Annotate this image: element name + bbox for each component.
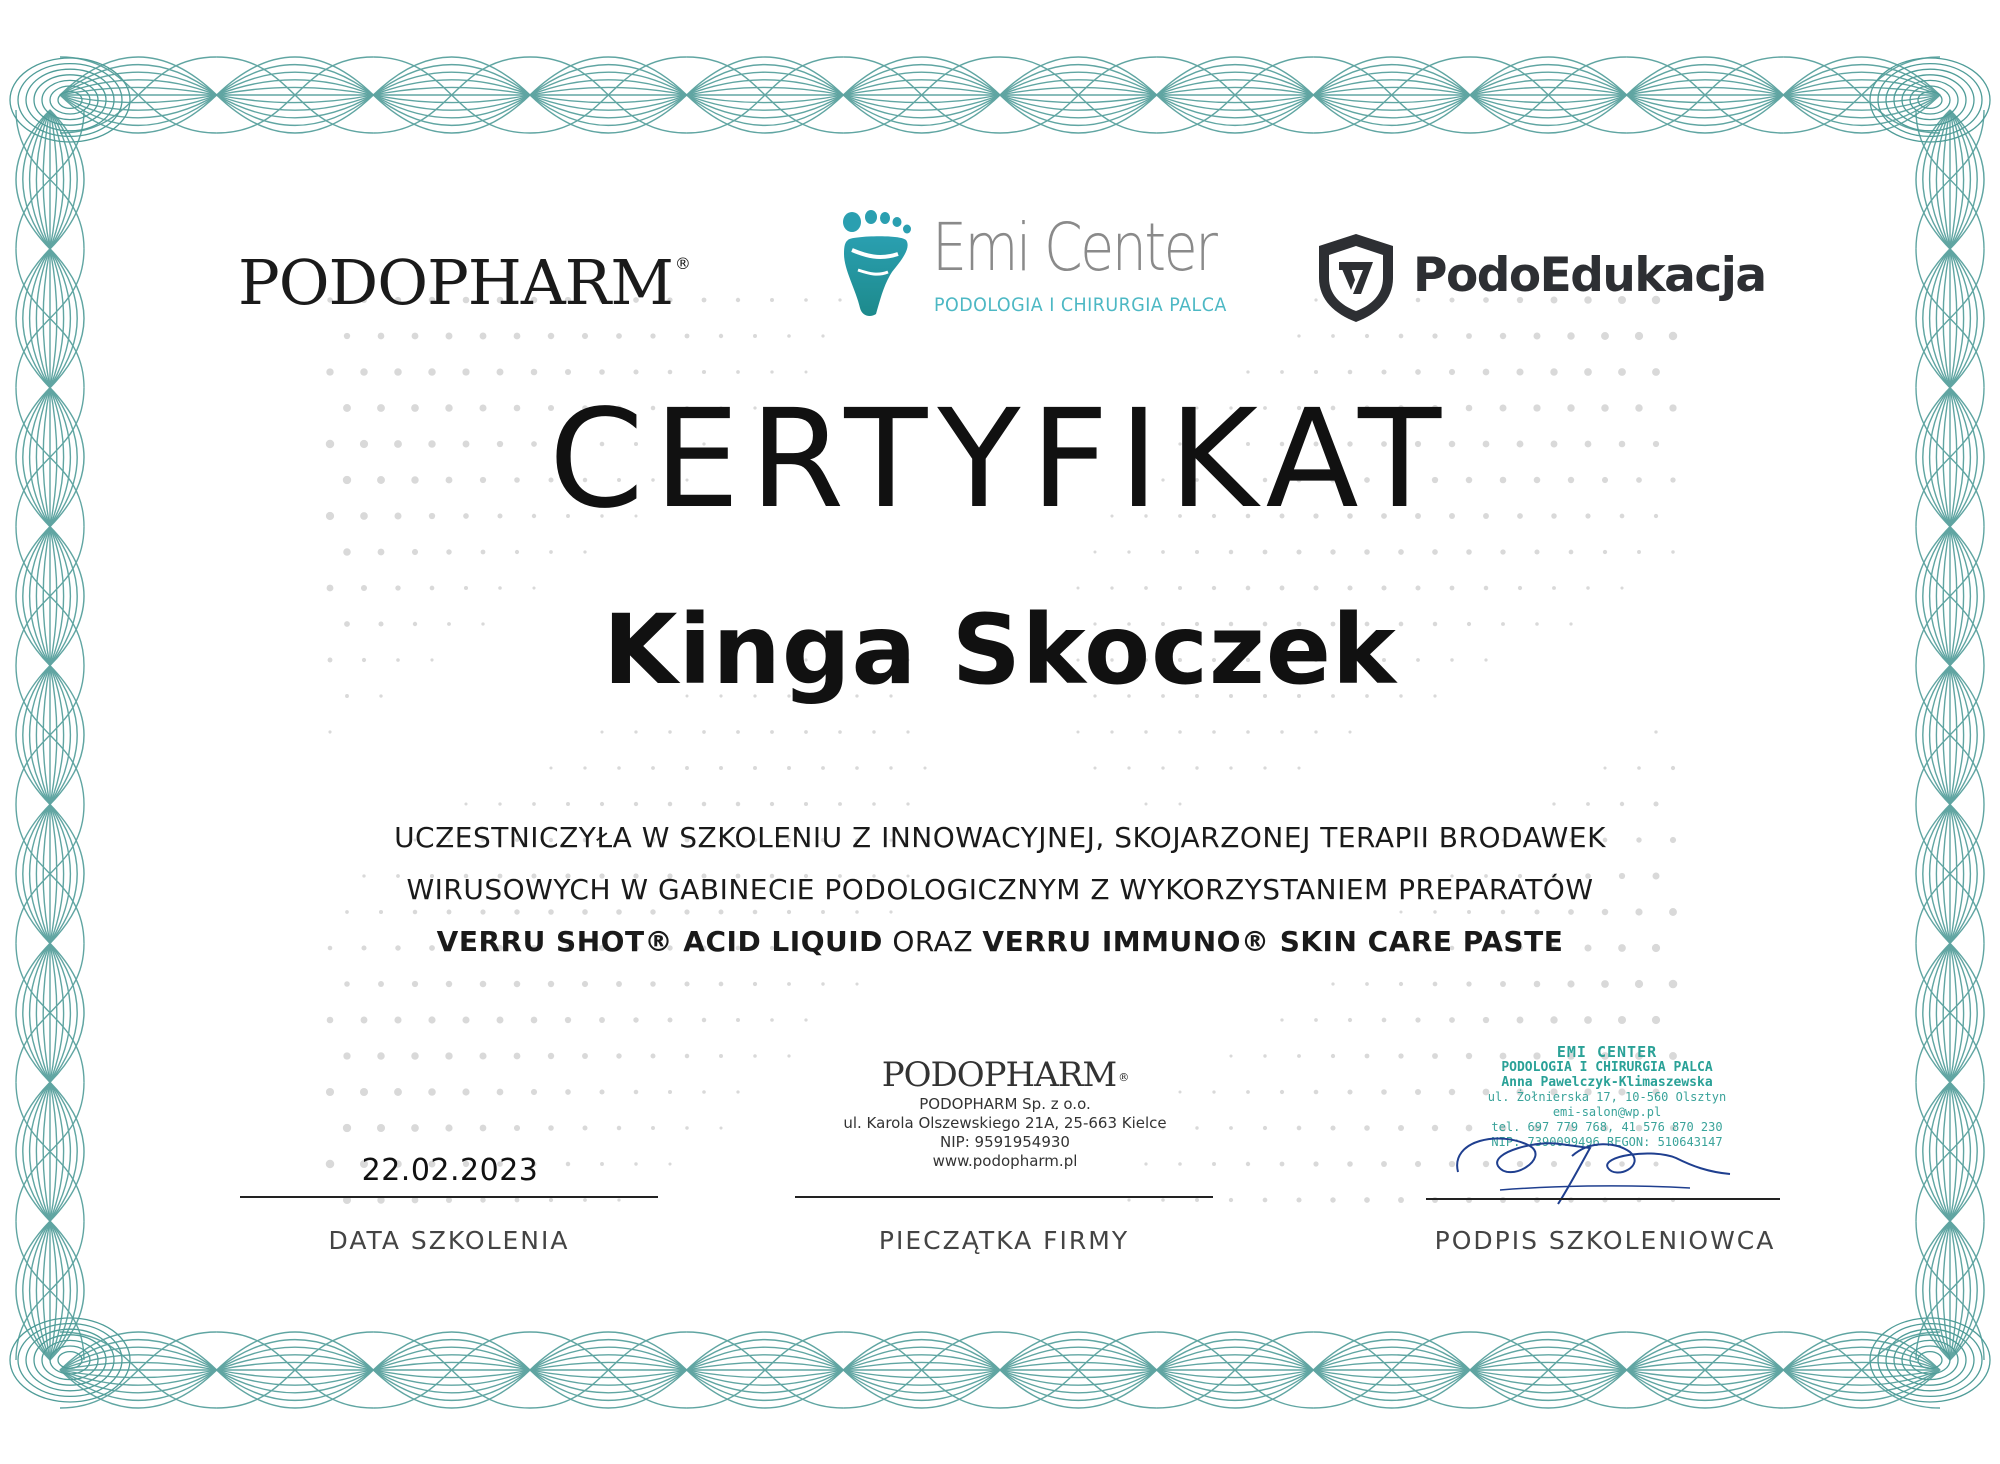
description-line-2: WIRUSOWYCH W GABINECIE PODOLOGICZNYM Z WYKORZYSTANIEM PREPARATÓW xyxy=(406,873,1594,906)
description-line-1: UCZESTNICZYŁA W SZKOLENIU Z INNOWACYJNEJ, SKOJARZONEJ TERAPII BRODAWEK xyxy=(394,821,1606,854)
trainer-stamp-name: Anna Pawelczyk-Klimaszewska xyxy=(1501,1075,1713,1090)
signature-caption: PODPIS SZKOLENIOWCA xyxy=(1434,1226,1776,1255)
product-name-2: VERRU IMMUNO® SKIN CARE PASTE xyxy=(982,925,1564,958)
product-name-1: VERRU SHOT® ACID LIQUID xyxy=(436,925,883,958)
shield-icon xyxy=(1315,232,1397,324)
handwritten-signature xyxy=(1440,1100,1740,1210)
border-wave xyxy=(16,110,84,1360)
trainer-stamp-line: tel. 697 779 768, 41 576 870 230 xyxy=(1491,1120,1723,1134)
registered-mark: ® xyxy=(674,254,691,273)
trainer-stamp-line: NIP: 7390099496 REGON: 510643147 xyxy=(1491,1135,1723,1149)
company-stamp-brand xyxy=(795,1055,1215,1095)
podopharm-logo-text: PODOPHARM xyxy=(238,246,673,319)
trainer-stamp-line: emi-salon@wp.pl xyxy=(1552,1105,1662,1119)
trainer-stamp-line: ul. Żołnierska 17, 10-560 Olsztyn xyxy=(1487,1090,1727,1104)
foot-icon xyxy=(840,210,920,320)
company-stamp-line: PODOPHARM Sp. z o.o. xyxy=(919,1095,1091,1113)
emi-center-logo-subtitle: PODOLOGIA I CHIRURGIA PALCA xyxy=(934,294,1227,316)
emi-center-logo-text: Emi Center xyxy=(932,209,1216,286)
podoedukacja-logo-text: PodoEdukacja xyxy=(1413,248,1766,303)
border-wave xyxy=(60,57,1940,133)
description-connector: ORAZ xyxy=(892,925,974,958)
podoedukacja-logo xyxy=(1315,232,1766,328)
trainer-stamp-subtitle: PODOLOGIA I CHIRURGIA PALCA xyxy=(1501,1060,1713,1075)
description-line-3 xyxy=(200,916,1800,968)
border-wave xyxy=(60,1332,1940,1408)
company-stamp xyxy=(795,1055,1215,1190)
registered-mark: ® xyxy=(1118,1071,1129,1084)
signature-line xyxy=(1426,1198,1780,1200)
certificate-description xyxy=(200,812,1800,968)
trainer-stamp-title: EMI CENTER xyxy=(1556,1043,1658,1061)
stamp-line xyxy=(795,1196,1213,1198)
training-date: 22.02.2023 xyxy=(361,1153,539,1188)
stamp-caption: PIECZĄTKA FIRMY xyxy=(878,1226,1130,1255)
company-stamp-brand-text: PODOPHARM xyxy=(881,1055,1117,1095)
certificate-title: CERTYFIKAT xyxy=(548,381,1452,539)
podopharm-logo xyxy=(238,248,738,318)
date-line xyxy=(240,1196,658,1198)
company-stamp-line: ul. Karola Olszewskiego 21A, 25-663 Kielce xyxy=(843,1114,1167,1132)
date-caption: DATA SZKOLENIA xyxy=(328,1226,570,1255)
border-wave xyxy=(1916,110,1984,1360)
company-stamp-line: NIP: 9591954930 xyxy=(940,1133,1070,1151)
recipient-name: Kinga Skoczek xyxy=(603,594,1397,706)
emi-center-logo xyxy=(840,210,1240,320)
company-stamp-line: www.podopharm.pl xyxy=(932,1152,1078,1170)
